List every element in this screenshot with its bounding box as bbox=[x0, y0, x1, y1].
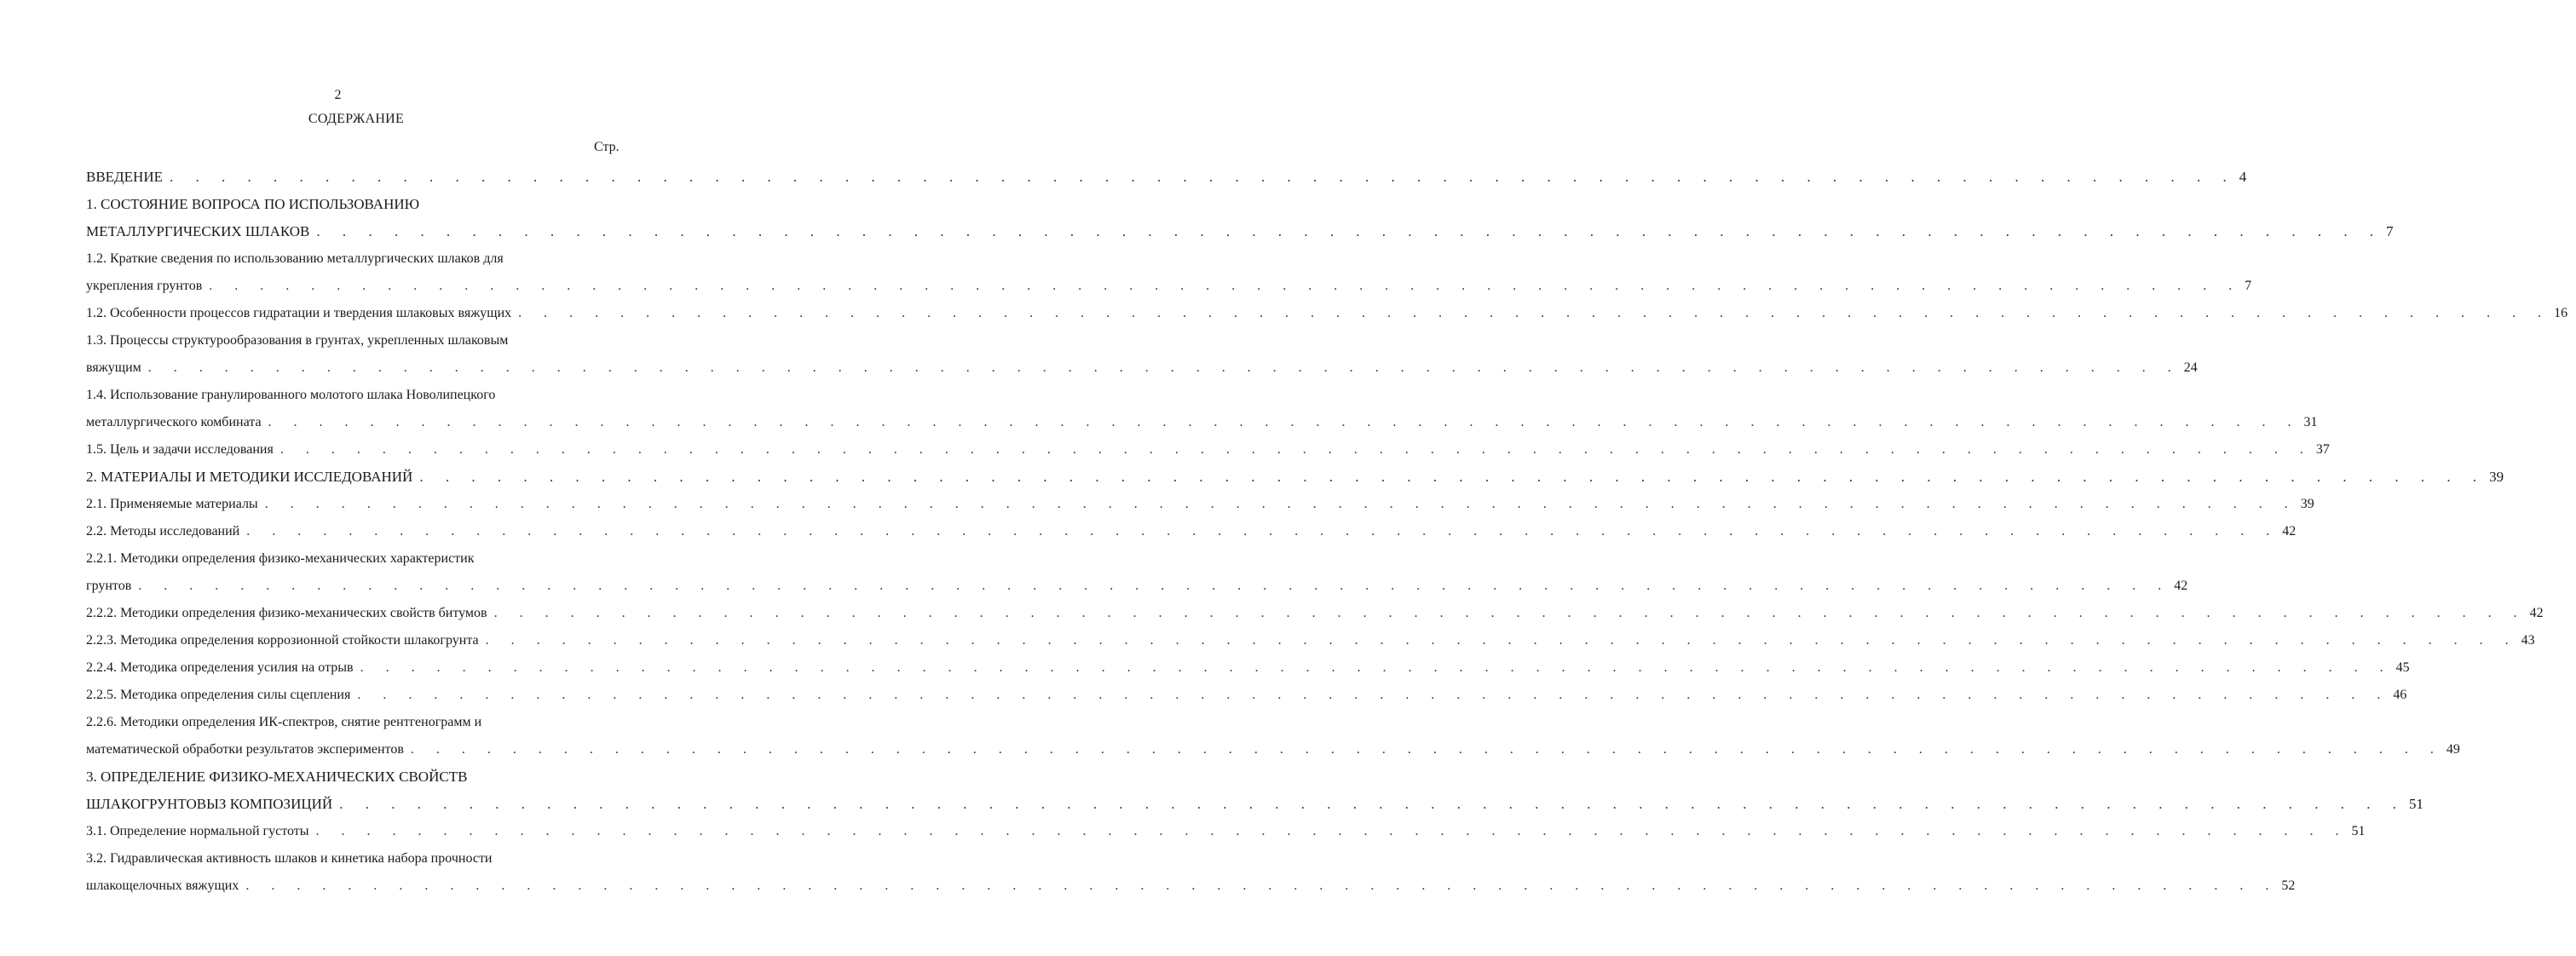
dot-leader: . . . . . . . . . . . . . . . . . . . . . . . . . . . . . . . . . . . . . . . . . . . . . . . . . . . . . . . . . . . . . . . . . . . . . . . . . . . . . . . . bbox=[315, 824, 2348, 838]
toc-entry-title: 1. СОСТОЯНИЕ ВОПРОСА ПО ИСПОЛЬЗОВАНИЮ bbox=[86, 196, 420, 212]
toc-entry-title: 1.4. Использование гранулированного молотого шлака Новолипецкого bbox=[86, 388, 496, 402]
toc-entry bbox=[86, 300, 2568, 327]
toc-entry bbox=[86, 627, 2535, 654]
toc-entry-title: 2.2.1. Методики определения физико-механических характеристик bbox=[86, 551, 475, 566]
toc-entry-title: 2.2.2. Методики определения физико-механических свойств битумов bbox=[86, 606, 487, 620]
toc-entry-title: укрепления грунтов bbox=[86, 279, 203, 293]
toc-entry-title: ШЛАКОГРУНТОВЫЗ КОМПОЗИЦИЙ bbox=[86, 796, 333, 812]
toc-entry-line bbox=[86, 682, 2407, 709]
toc-entry-title: 2.1. Применяемые материалы bbox=[86, 497, 258, 511]
toc-entry-title: математической обработки результатов экспериментов bbox=[86, 742, 404, 757]
toc-entry-page: 16 bbox=[2554, 306, 2568, 320]
toc-entry-page: 49 bbox=[2446, 742, 2460, 757]
toc-entry-line bbox=[86, 491, 2314, 518]
dot-leader: . . . . . . . . . . . . . . . . . . . . . . . . . . . . . . . . . . . . . . . . . . . . . . . . . . . . . . . . . . . . . . . . . . . . . . . . . . . . . . . . bbox=[485, 633, 2518, 648]
page-number: 2 bbox=[334, 88, 342, 102]
toc-entry-line bbox=[86, 436, 2330, 464]
toc-entry-page: 52 bbox=[2281, 878, 2296, 893]
dot-leader: . . . . . . . . . . . . . . . . . . . . . . . . . . . . . . . . . . . . . . . . . . . . . . . . . . . . . . . . . . . . . . . . . . . . . . . . . . . . . . . . bbox=[279, 442, 2313, 457]
dot-leader: . . . . . . . . . . . . . . . . . . . . . . . . . . . . . . . . . . . . . . . . . . . . . . . . . . . . . . . . . . . . . . . . . . . . . . . . . . . . . . . . bbox=[339, 796, 2406, 812]
toc-entry bbox=[86, 518, 2297, 545]
toc-entry bbox=[86, 245, 2252, 300]
toc-entry-line bbox=[86, 464, 2504, 491]
dot-leader: . . . . . . . . . . . . . . . . . . . . . . . . . . . . . . . . . . . . . . . . . . . . . . . . . . . . . . . . . . . . . . . . . . . . . . . . . . . . . . . . bbox=[245, 878, 2279, 893]
toc-entry-title: 1.5. Цель и задачи исследования bbox=[86, 442, 274, 457]
toc-entry-page: 7 bbox=[2245, 279, 2252, 293]
toc-entry-page: 43 bbox=[2521, 633, 2535, 648]
toc-entry-page: 51 bbox=[2408, 796, 2423, 812]
dot-leader: . . . . . . . . . . . . . . . . . . . . . . . . . . . . . . . . . . . . . . . . . . . . . . . . . . . . . . . . . . . . . . . . . . . . . . . . . . . . . . . . bbox=[419, 469, 2487, 485]
toc-entry bbox=[86, 545, 2188, 600]
toc-entry-title: 3. ОПРЕДЕЛЕНИЕ ФИЗИКО-МЕХАНИЧЕСКИХ СВОЙСТВ bbox=[86, 769, 468, 785]
toc-entry-line bbox=[86, 654, 2410, 682]
toc-entry-title: 2.2.4. Методика определения усилия на отрыв bbox=[86, 660, 354, 675]
toc-entry bbox=[86, 436, 2330, 464]
toc-entry-line bbox=[86, 245, 610, 273]
toc-entry-title: вяжущим bbox=[86, 360, 141, 375]
toc-entry-title: металлургического комбината bbox=[86, 415, 262, 429]
toc-entry-page: 42 bbox=[2282, 524, 2297, 538]
dot-leader: . . . . . . . . . . . . . . . . . . . . . . . . . . . . . . . . . . . . . . . . . . . . . . . . . . . . . . . . . . . . . . . . . . . . . . . . . . . . . . . . bbox=[360, 660, 2393, 675]
toc-entry bbox=[86, 164, 2247, 191]
toc-entry-page: 37 bbox=[2315, 442, 2330, 457]
toc-entry-page: 42 bbox=[2174, 579, 2188, 593]
dot-leader: . . . . . . . . . . . . . . . . . . . . . . . . . . . . . . . . . . . . . . . . . . . . . . . . . . . . . . . . . . . . . . . . . . . . . . . . . . . . . . . . bbox=[518, 306, 2551, 320]
toc-entry-title: 1.2. Особенности процессов гидратации и твердения шлаковых вяжущих bbox=[86, 306, 512, 320]
toc-entry-line bbox=[86, 354, 2198, 382]
toc-entry-title: 2.2.3. Методика определения коррозионной стойкости шлакогрунта bbox=[86, 633, 479, 648]
toc-entry-title: 3.2. Гидравлическая активность шлаков и кинетика набора прочности bbox=[86, 851, 493, 866]
toc-entry-title: 2.2.6. Методики определения ИК-спектров, снятие рентгенограмм и bbox=[86, 715, 482, 729]
toc-entry-page: 46 bbox=[2393, 688, 2407, 702]
dot-leader: . . . . . . . . . . . . . . . . . . . . . . . . . . . . . . . . . . . . . . . . . . . . . . . . . . . . . . . . . . . . . . . . . . . . . . . . . . . . . . . . bbox=[209, 279, 2242, 293]
dot-leader: . . . . . . . . . . . . . . . . . . . . . . . . . . . . . . . . . . . . . . . . . . . . . . . . . . . . . . . . . . . . . . . . . . . . . . . . . . . . . . . . bbox=[246, 524, 2279, 538]
toc-entry-line bbox=[86, 191, 610, 218]
toc-entry bbox=[86, 654, 2410, 682]
toc-entry bbox=[86, 382, 2318, 436]
toc-entry-line bbox=[86, 600, 2544, 627]
toc-entry-title: 1.3. Процессы структурообразования в грунтах, укрепленных шлаковым bbox=[86, 333, 509, 348]
toc-entry-title: шлакощелочных вяжущих bbox=[86, 878, 239, 893]
toc-entry-line bbox=[86, 709, 610, 736]
toc-entry-title: ВВЕДЕНИЕ bbox=[86, 169, 163, 185]
toc-entry bbox=[86, 682, 2407, 709]
table-of-contents bbox=[86, 164, 2568, 900]
toc-entry-line bbox=[86, 573, 2188, 600]
toc-entry-page: 39 bbox=[2489, 469, 2504, 485]
dot-leader: . . . . . . . . . . . . . . . . . . . . . . . . . . . . . . . . . . . . . . . . . . . . . . . . . . . . . . . . . . . . . . . . . . . . . . . . . . . . . . . . bbox=[357, 688, 2390, 702]
toc-entry-title: 2. МАТЕРИАЛЫ И МЕТОДИКИ ИССЛЕДОВАНИЙ bbox=[86, 469, 413, 485]
toc-entry-title: 2.2. Методы исследований bbox=[86, 524, 240, 538]
toc-entry-line bbox=[86, 382, 610, 409]
dot-leader: . . . . . . . . . . . . . . . . . . . . . . . . . . . . . . . . . . . . . . . . . . . . . . . . . . . . . . . . . . . . . . . . . . . . . . . . . . . . . . . . bbox=[264, 497, 2297, 511]
toc-entry-line bbox=[86, 164, 2247, 191]
toc-entry-line bbox=[86, 791, 2423, 818]
dot-leader: . . . . . . . . . . . . . . . . . . . . . . . . . . . . . . . . . . . . . . . . . . . . . . . . . . . . . . . . . . . . . . . . . . . . . . . . . . . . . . . . bbox=[138, 579, 2171, 593]
dot-leader: . . . . . . . . . . . . . . . . . . . . . . . . . . . . . . . . . . . . . . . . . . . . . . . . . . . . . . . . . . . . . . . . . . . . . . . . . . . . . . . . bbox=[493, 606, 2527, 620]
toc-entry-page: 42 bbox=[2529, 606, 2544, 620]
toc-entry-title: 3.1. Определение нормальной густоты bbox=[86, 824, 309, 838]
dot-leader: . . . . . . . . . . . . . . . . . . . . . . . . . . . . . . . . . . . . . . . . . . . . . . . . . . . . . . . . . . . . . . . . . . . . . . . . . . . . . . . . bbox=[410, 742, 2443, 757]
toc-entry-line bbox=[86, 872, 2296, 900]
toc-entry-line bbox=[86, 763, 610, 791]
toc-entry-line bbox=[86, 327, 610, 354]
dot-leader: . . . . . . . . . . . . . . . . . . . . . . . . . . . . . . . . . . . . . . . . . . . . . . . . . . . . . . . . . . . . . . . . . . . . . . . . . . . . . . . . bbox=[268, 415, 2301, 429]
dot-leader: . . . . . . . . . . . . . . . . . . . . . . . . . . . . . . . . . . . . . . . . . . . . . . . . . . . . . . . . . . . . . . . . . . . . . . . . . . . . . . . . bbox=[147, 360, 2181, 375]
toc-entry-line bbox=[86, 818, 2366, 845]
toc-entry bbox=[86, 600, 2544, 627]
toc-entry-title: 2.2.5. Методика определения силы сцепления bbox=[86, 688, 351, 702]
toc-entry-page: 45 bbox=[2395, 660, 2410, 675]
toc-title: СОДЕРЖАНИЕ bbox=[308, 112, 405, 126]
toc-entry bbox=[86, 763, 2423, 818]
toc-entry-line bbox=[86, 545, 610, 573]
dot-leader: . . . . . . . . . . . . . . . . . . . . . . . . . . . . . . . . . . . . . . . . . . . . . . . . . . . . . . . . . . . . . . . . . . . . . . . . . . . . . . . . bbox=[316, 223, 2383, 239]
toc-entry bbox=[86, 818, 2366, 845]
toc-entry bbox=[86, 491, 2314, 518]
toc-entry-title: грунтов bbox=[86, 579, 132, 593]
toc-entry-page: 51 bbox=[2351, 824, 2366, 838]
toc-entry bbox=[86, 464, 2504, 491]
toc-entry-line bbox=[86, 300, 2568, 327]
toc-entry bbox=[86, 709, 2460, 763]
toc-entry-page: 39 bbox=[2300, 497, 2314, 511]
toc-entry-line bbox=[86, 273, 2252, 300]
toc-entry bbox=[86, 191, 2394, 245]
toc-entry-page: 24 bbox=[2183, 360, 2198, 375]
toc-entry-line bbox=[86, 627, 2535, 654]
toc-entry-line bbox=[86, 218, 2394, 245]
toc-entry-page: 31 bbox=[2303, 415, 2318, 429]
page-column-label: Стр. bbox=[594, 140, 620, 154]
toc-entry-line bbox=[86, 736, 2460, 763]
toc-entry-page: 4 bbox=[2239, 169, 2247, 185]
toc-entry-line bbox=[86, 518, 2297, 545]
toc-entry bbox=[86, 845, 2296, 900]
toc-entry-page: 7 bbox=[2386, 223, 2394, 239]
toc-entry-line bbox=[86, 409, 2318, 436]
dot-leader: . . . . . . . . . . . . . . . . . . . . . . . . . . . . . . . . . . . . . . . . . . . . . . . . . . . . . . . . . . . . . . . . . . . . . . . . . . . . . . . . bbox=[169, 169, 2236, 185]
toc-entry-title: 1.2. Краткие сведения по использованию металлургических шлаков для bbox=[86, 251, 504, 266]
toc-entry-line bbox=[86, 845, 610, 872]
toc-entry bbox=[86, 327, 2198, 382]
toc-entry-title: МЕТАЛЛУРГИЧЕСКИХ ШЛАКОВ bbox=[86, 223, 310, 239]
